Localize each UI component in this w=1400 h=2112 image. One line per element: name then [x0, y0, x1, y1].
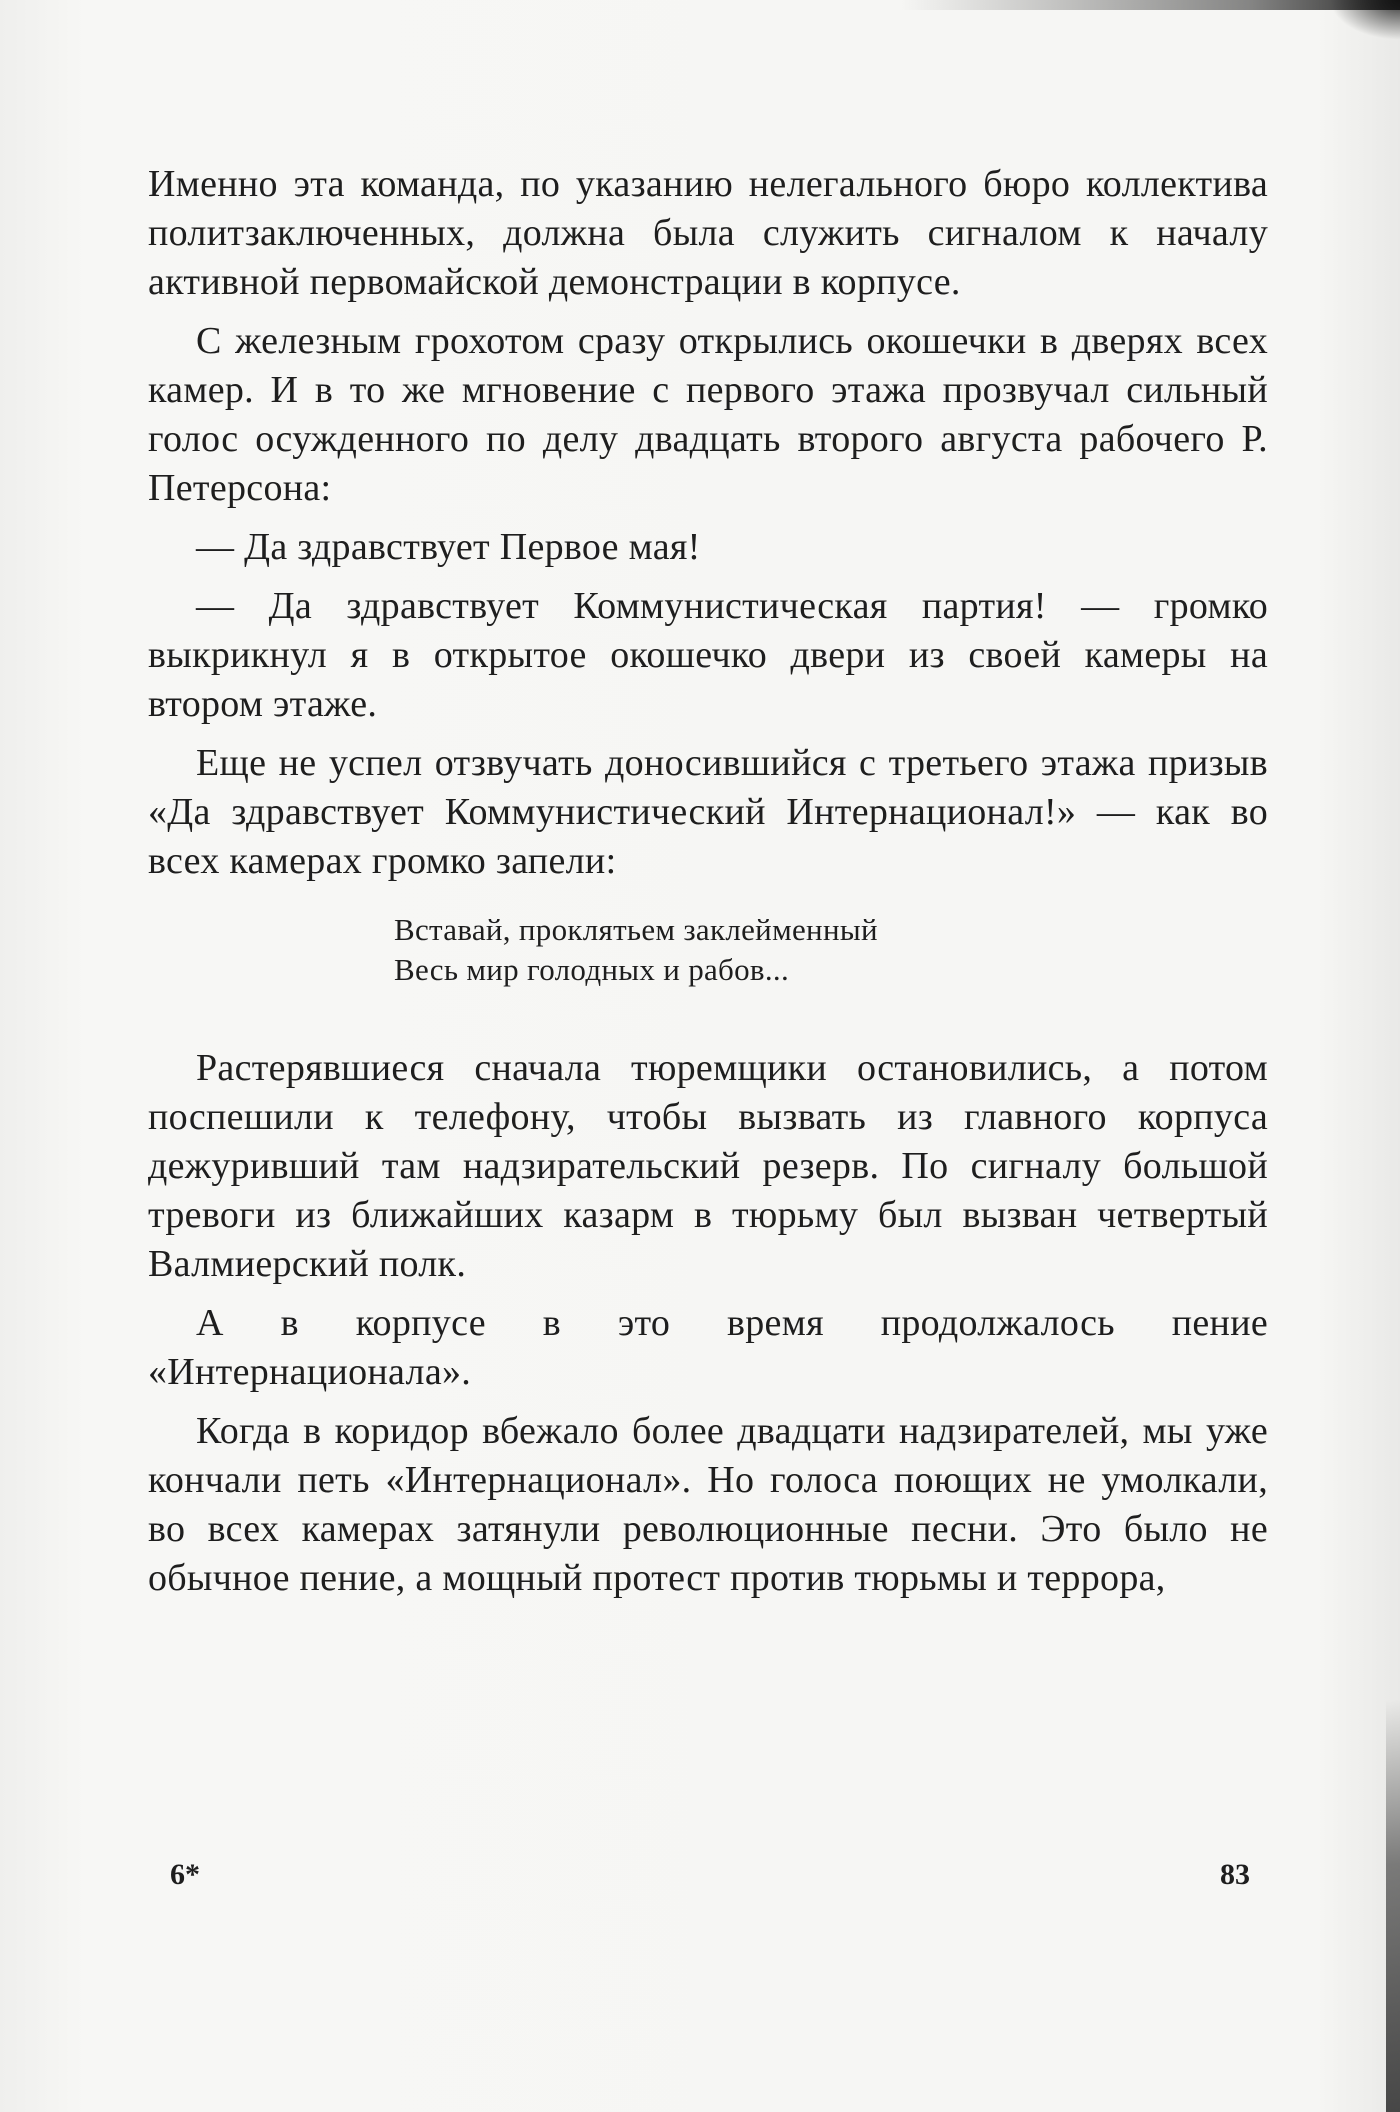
verse-line: Вставай, проклятьем заклейменный	[394, 912, 878, 947]
paragraph: — Да здравствует Первое мая!	[196, 526, 701, 568]
paragraph: А в корпусе в это время продолжалось пение «Интернационала».	[148, 1302, 1268, 1393]
page-footer	[170, 1858, 1250, 1908]
paragraph: Именно эта команда, по указанию нелегального бюро коллектива политзаключенных, должна была служить сигналом к началу активной первомайской демонстрации в корпусе.	[148, 163, 1268, 303]
verse-line: Весь мир голодных и рабов...	[394, 952, 790, 987]
paragraph: Еще не успел отзвучать доносившийся с третьего этажа призыв «Да здравствует Коммунистический Интернационал!» — как во всех камерах громко запели:	[148, 742, 1268, 882]
signature-mark: 6*	[170, 1858, 200, 1891]
page-top-edge-shadow	[900, 0, 1400, 10]
page-body-text	[148, 160, 1268, 1613]
page-corner-shadow	[1330, 0, 1400, 40]
paragraph: — Да здравствует Коммунистическая партия! — громко выкрикнул я в открытое окошечко двери из своей камеры на втором этаже.	[148, 585, 1268, 725]
paragraph: Растерявшиеся сначала тюремщики остановились, а потом поспешили к телефону, чтобы вызвать из главного корпуса дежуривший там надзирательский резерв. По сигналу большой тревоги из ближайших казарм в тюрьму был вызван четвертый Валмиерский полк.	[148, 1047, 1268, 1285]
page-right-edge-shadow	[1386, 1700, 1400, 2112]
verse-quote	[394, 910, 1268, 990]
paragraph: Когда в коридор вбежало более двадцати надзирателей, мы уже кончали петь «Интернационал». Но голоса поющих не умолкали, во всех камерах затянули революционные песни. Это было не обычное пение, а мощный протест против тюрьмы и террора,	[148, 1410, 1268, 1599]
page-number: 83	[1220, 1858, 1250, 1891]
paragraph: С железным грохотом сразу открылись окошечки в дверях всех камер. И в то же мгновение с первого этажа прозвучал сильный голос осужденного по делу двадцать второго августа рабочего Р. Петерсона:	[148, 320, 1268, 509]
